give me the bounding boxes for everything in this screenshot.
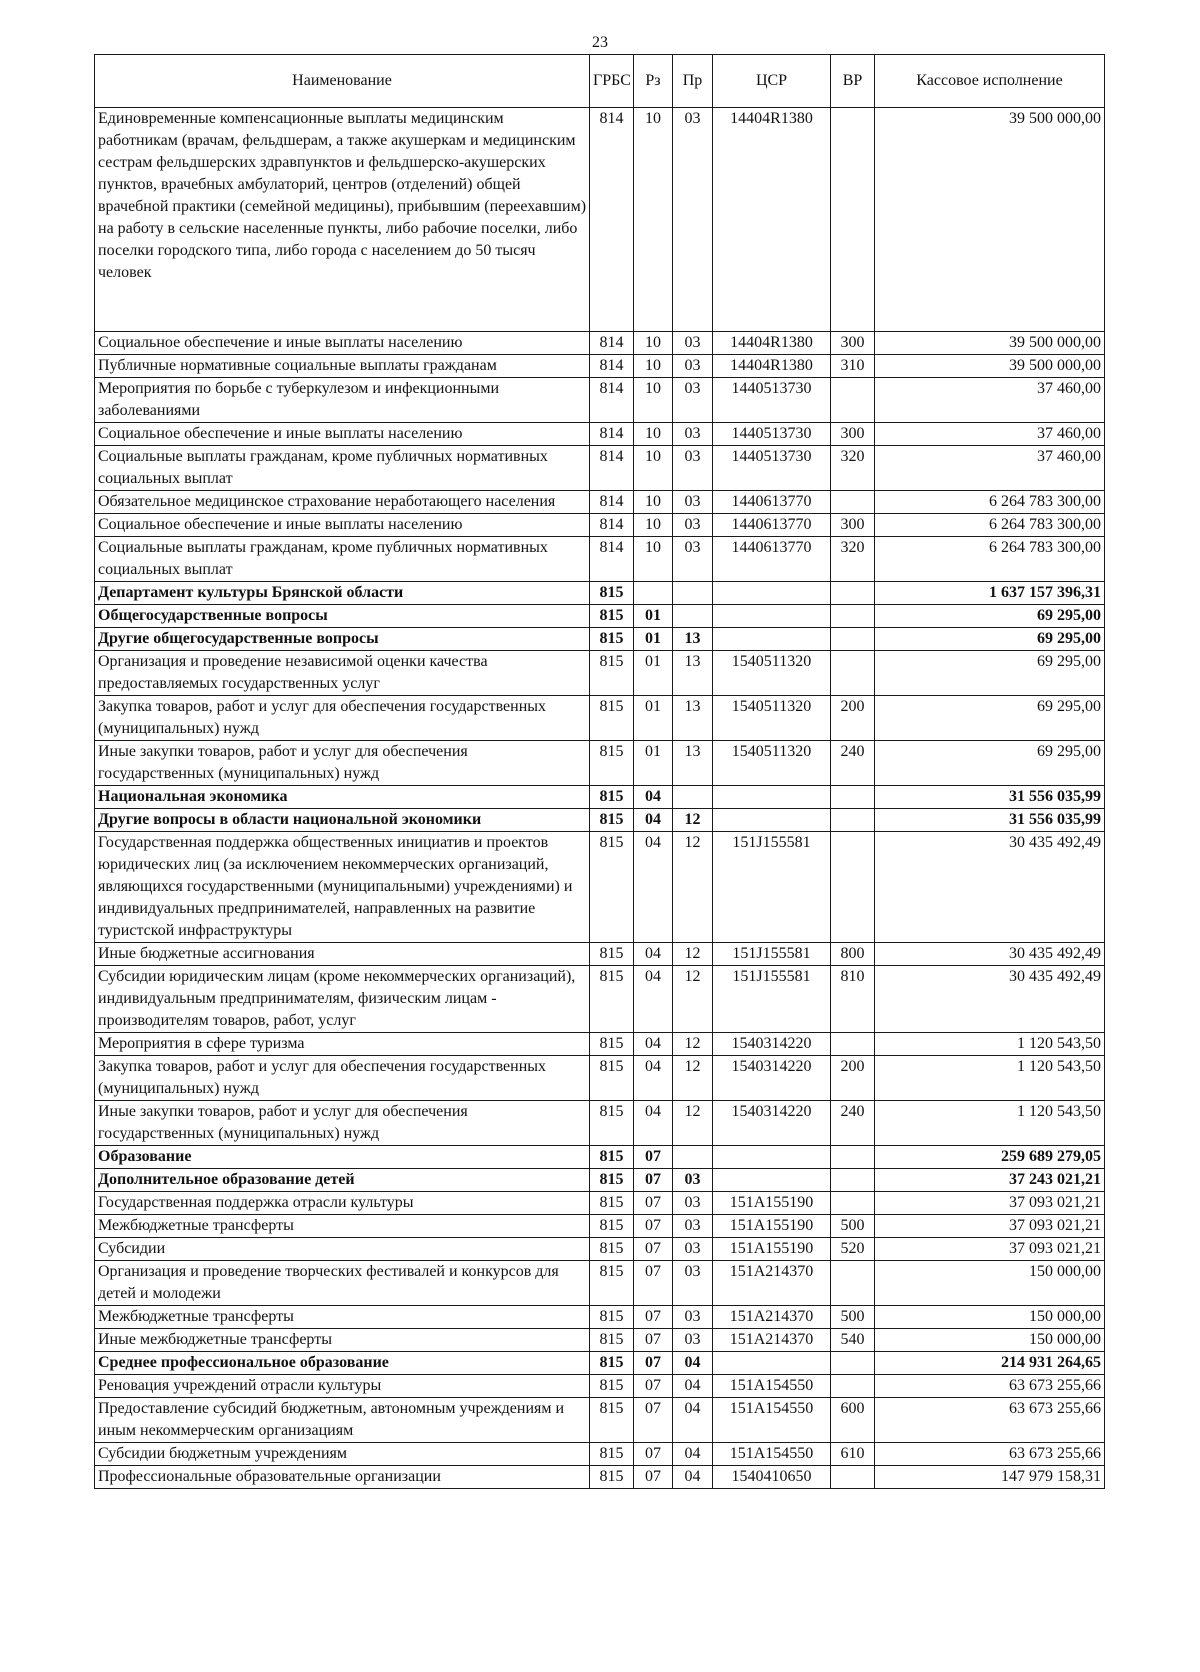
cell-grbs: 815 [590, 628, 634, 651]
cell-grbs: 815 [590, 1215, 634, 1238]
cell-csr: 14404R1380 [713, 355, 831, 378]
cell-grbs: 815 [590, 1238, 634, 1261]
cell-rz: 07 [634, 1443, 673, 1466]
cell-vr: 310 [831, 355, 875, 378]
table-row [95, 1146, 1105, 1169]
cell-pr: 13 [673, 628, 713, 651]
cell-rz: 10 [634, 423, 673, 446]
cell-sum: 69 295,00 [875, 605, 1105, 628]
cell-grbs: 815 [590, 1466, 634, 1489]
table-row [95, 809, 1105, 832]
cell-pr [673, 582, 713, 605]
cell-sum: 30 435 492,49 [875, 943, 1105, 966]
cell-sum: 37 093 021,21 [875, 1215, 1105, 1238]
cell-rz: 01 [634, 651, 673, 696]
cell-name: Среднее профессиональное образование [95, 1352, 590, 1375]
cell-name: Субсидии бюджетным учреждениям [95, 1443, 590, 1466]
cell-grbs: 815 [590, 1056, 634, 1101]
cell-pr [673, 605, 713, 628]
table-row [95, 1033, 1105, 1056]
cell-csr: 151A154550 [713, 1375, 831, 1398]
cell-sum: 63 673 255,66 [875, 1398, 1105, 1443]
cell-pr: 03 [673, 332, 713, 355]
table-row [95, 423, 1105, 446]
table-row [95, 966, 1105, 1033]
cell-grbs: 814 [590, 332, 634, 355]
cell-sum: 147 979 158,31 [875, 1466, 1105, 1489]
table-row [95, 1101, 1105, 1146]
cell-grbs: 814 [590, 537, 634, 582]
cell-name: Социальное обеспечение и иные выплаты населению [95, 332, 590, 355]
cell-sum: 37 093 021,21 [875, 1192, 1105, 1215]
table-row [95, 1306, 1105, 1329]
cell-sum: 1 637 157 396,31 [875, 582, 1105, 605]
cell-grbs: 815 [590, 832, 634, 943]
cell-vr: 540 [831, 1329, 875, 1352]
cell-name: Закупка товаров, работ и услуг для обеспечения государственных (муниципальных) нужд [95, 696, 590, 741]
table-row [95, 1192, 1105, 1215]
cell-rz: 04 [634, 966, 673, 1033]
cell-vr [831, 832, 875, 943]
cell-csr: 151J155581 [713, 832, 831, 943]
cell-pr: 03 [673, 1306, 713, 1329]
cell-pr: 12 [673, 1056, 713, 1101]
cell-name: Социальные выплаты гражданам, кроме публичных нормативных социальных выплат [95, 446, 590, 491]
cell-rz: 07 [634, 1215, 673, 1238]
table-row [95, 491, 1105, 514]
cell-name: Государственная поддержка общественных инициатив и проектов юридических лиц (за исключением некоммерческих организаций, являющихся государственными (муниципальными) учреждениями) и индивидуальных предпринимателей, направленных на развитие туристской инфраструктуры [95, 832, 590, 943]
header-csr: ЦСР [713, 55, 831, 108]
cell-grbs: 815 [590, 582, 634, 605]
cell-pr: 03 [673, 1169, 713, 1192]
cell-csr [713, 582, 831, 605]
cell-rz: 04 [634, 832, 673, 943]
cell-rz: 10 [634, 537, 673, 582]
cell-rz: 10 [634, 332, 673, 355]
cell-vr [831, 1192, 875, 1215]
cell-name: Социальные выплаты гражданам, кроме публичных нормативных социальных выплат [95, 537, 590, 582]
header-name: Наименование [95, 55, 590, 108]
cell-sum: 37 243 021,21 [875, 1169, 1105, 1192]
cell-grbs: 815 [590, 1375, 634, 1398]
cell-sum: 6 264 783 300,00 [875, 491, 1105, 514]
cell-csr [713, 1169, 831, 1192]
cell-grbs: 814 [590, 423, 634, 446]
cell-grbs: 815 [590, 1033, 634, 1056]
cell-sum: 37 460,00 [875, 423, 1105, 446]
cell-grbs: 815 [590, 651, 634, 696]
cell-sum: 63 673 255,66 [875, 1375, 1105, 1398]
cell-pr: 03 [673, 108, 713, 332]
table-row [95, 832, 1105, 943]
cell-pr: 13 [673, 651, 713, 696]
cell-name: Межбюджетные трансферты [95, 1215, 590, 1238]
cell-vr: 520 [831, 1238, 875, 1261]
table-row [95, 1215, 1105, 1238]
cell-rz: 01 [634, 605, 673, 628]
table-row [95, 1056, 1105, 1101]
table-row [95, 537, 1105, 582]
cell-rz: 04 [634, 1056, 673, 1101]
cell-rz: 10 [634, 355, 673, 378]
budget-table [94, 54, 1105, 1489]
cell-pr: 03 [673, 514, 713, 537]
cell-rz: 10 [634, 514, 673, 537]
cell-grbs: 815 [590, 1146, 634, 1169]
cell-csr: 151A155190 [713, 1238, 831, 1261]
cell-pr: 12 [673, 943, 713, 966]
cell-sum: 31 556 035,99 [875, 809, 1105, 832]
cell-name: Публичные нормативные социальные выплаты гражданам [95, 355, 590, 378]
cell-pr: 12 [673, 1101, 713, 1146]
cell-csr: 151A155190 [713, 1215, 831, 1238]
table-row [95, 605, 1105, 628]
cell-rz: 07 [634, 1169, 673, 1192]
cell-rz: 07 [634, 1192, 673, 1215]
cell-sum: 150 000,00 [875, 1306, 1105, 1329]
cell-csr [713, 1352, 831, 1375]
cell-vr: 500 [831, 1215, 875, 1238]
table-row [95, 628, 1105, 651]
cell-name: Межбюджетные трансферты [95, 1306, 590, 1329]
cell-sum: 1 120 543,50 [875, 1033, 1105, 1056]
cell-rz: 10 [634, 108, 673, 332]
cell-name: Закупка товаров, работ и услуг для обеспечения государственных (муниципальных) нужд [95, 1056, 590, 1101]
cell-vr: 300 [831, 423, 875, 446]
cell-vr: 200 [831, 696, 875, 741]
table-row [95, 1238, 1105, 1261]
cell-sum: 150 000,00 [875, 1329, 1105, 1352]
table-row [95, 696, 1105, 741]
cell-grbs: 815 [590, 605, 634, 628]
cell-pr: 03 [673, 491, 713, 514]
cell-name: Другие общегосударственные вопросы [95, 628, 590, 651]
cell-vr [831, 1261, 875, 1306]
table-row [95, 1329, 1105, 1352]
cell-csr: 1440513730 [713, 423, 831, 446]
cell-vr: 810 [831, 966, 875, 1033]
cell-csr [713, 1146, 831, 1169]
cell-rz: 07 [634, 1352, 673, 1375]
table-row [95, 332, 1105, 355]
cell-vr [831, 605, 875, 628]
cell-name: Мероприятия в сфере туризма [95, 1033, 590, 1056]
cell-sum: 6 264 783 300,00 [875, 514, 1105, 537]
cell-grbs: 814 [590, 491, 634, 514]
cell-vr: 500 [831, 1306, 875, 1329]
cell-csr: 151A155190 [713, 1192, 831, 1215]
cell-pr: 12 [673, 809, 713, 832]
cell-name: Иные закупки товаров, работ и услуг для обеспечения государственных (муниципальных) нужд [95, 1101, 590, 1146]
cell-csr: 1440613770 [713, 514, 831, 537]
cell-csr: 1540314220 [713, 1056, 831, 1101]
cell-sum: 31 556 035,99 [875, 786, 1105, 809]
cell-rz: 01 [634, 628, 673, 651]
cell-rz: 07 [634, 1261, 673, 1306]
cell-pr: 03 [673, 1192, 713, 1215]
cell-pr: 04 [673, 1443, 713, 1466]
cell-grbs: 815 [590, 943, 634, 966]
cell-name: Другие вопросы в области национальной экономики [95, 809, 590, 832]
cell-csr: 151J155581 [713, 943, 831, 966]
cell-pr [673, 786, 713, 809]
cell-csr: 151A214370 [713, 1329, 831, 1352]
cell-csr: 151A214370 [713, 1261, 831, 1306]
cell-pr: 13 [673, 696, 713, 741]
cell-pr [673, 1146, 713, 1169]
cell-vr: 200 [831, 1056, 875, 1101]
cell-name: Государственная поддержка отрасли культуры [95, 1192, 590, 1215]
cell-vr: 320 [831, 446, 875, 491]
cell-name: Общегосударственные вопросы [95, 605, 590, 628]
cell-sum: 39 500 000,00 [875, 355, 1105, 378]
cell-pr: 04 [673, 1352, 713, 1375]
cell-sum: 1 120 543,50 [875, 1056, 1105, 1101]
table-row [95, 1443, 1105, 1466]
cell-sum: 37 460,00 [875, 446, 1105, 491]
cell-rz: 10 [634, 491, 673, 514]
cell-csr: 1540511320 [713, 696, 831, 741]
cell-grbs: 815 [590, 1352, 634, 1375]
cell-csr: 1440513730 [713, 378, 831, 423]
cell-csr [713, 628, 831, 651]
cell-grbs: 814 [590, 514, 634, 537]
cell-csr: 1440613770 [713, 491, 831, 514]
cell-sum: 69 295,00 [875, 651, 1105, 696]
table-row [95, 1352, 1105, 1375]
cell-rz: 07 [634, 1375, 673, 1398]
header-rz: Рз [634, 55, 673, 108]
cell-pr: 03 [673, 1261, 713, 1306]
cell-grbs: 815 [590, 966, 634, 1033]
cell-pr: 03 [673, 1215, 713, 1238]
table-row [95, 514, 1105, 537]
cell-csr: 1540314220 [713, 1033, 831, 1056]
table-row [95, 446, 1105, 491]
cell-grbs: 815 [590, 1169, 634, 1192]
cell-csr: 14404R1380 [713, 332, 831, 355]
cell-sum: 69 295,00 [875, 696, 1105, 741]
cell-vr [831, 809, 875, 832]
table-row [95, 651, 1105, 696]
cell-grbs: 814 [590, 108, 634, 332]
header-sum: Кассовое исполнение [875, 55, 1105, 108]
cell-grbs: 815 [590, 1261, 634, 1306]
cell-name: Единовременные компенсационные выплаты медицинским работникам (врачам, фельдшерам, а также акушеркам и медицинским сестрам фельдшерских здравпунктов и фельдшерско-акушерских пунктов, врачебных амбулаторий, центров (отделений) общей врачебной практики (семейной медицины), прибывшим (переехавшим) на работу в сельские населенные пункты, либо рабочие поселки, либо поселки городского типа, либо города с населением до 50 тысяч человек [95, 108, 590, 332]
cell-name: Организация и проведение творческих фестивалей и конкурсов для детей и молодежи [95, 1261, 590, 1306]
table-row [95, 1398, 1105, 1443]
cell-grbs: 815 [590, 696, 634, 741]
cell-rz: 04 [634, 786, 673, 809]
table-row [95, 1261, 1105, 1306]
cell-rz: 01 [634, 741, 673, 786]
cell-rz: 07 [634, 1238, 673, 1261]
cell-vr [831, 1146, 875, 1169]
page-number: 23 [592, 34, 608, 51]
cell-grbs: 815 [590, 1192, 634, 1215]
cell-sum: 30 435 492,49 [875, 966, 1105, 1033]
cell-vr: 800 [831, 943, 875, 966]
cell-pr: 12 [673, 1033, 713, 1056]
cell-rz: 04 [634, 809, 673, 832]
cell-csr: 151A214370 [713, 1306, 831, 1329]
cell-csr: 151A154550 [713, 1398, 831, 1443]
cell-grbs: 815 [590, 1329, 634, 1352]
cell-sum: 39 500 000,00 [875, 332, 1105, 355]
cell-vr [831, 1169, 875, 1192]
table-row [95, 786, 1105, 809]
cell-grbs: 815 [590, 809, 634, 832]
cell-pr: 03 [673, 1329, 713, 1352]
cell-name: Департамент культуры Брянской области [95, 582, 590, 605]
cell-name: Обязательное медицинское страхование неработающего населения [95, 491, 590, 514]
cell-csr: 151A154550 [713, 1443, 831, 1466]
table-body [95, 108, 1105, 1489]
header-vr: ВР [831, 55, 875, 108]
cell-vr [831, 1466, 875, 1489]
cell-name: Предоставление субсидий бюджетным, автономным учреждениям и иным некоммерческим организациям [95, 1398, 590, 1443]
cell-name: Субсидии [95, 1238, 590, 1261]
cell-sum: 150 000,00 [875, 1261, 1105, 1306]
table-row [95, 355, 1105, 378]
cell-pr: 04 [673, 1375, 713, 1398]
cell-grbs: 815 [590, 1443, 634, 1466]
cell-csr: 1440613770 [713, 537, 831, 582]
cell-vr [831, 108, 875, 332]
cell-csr: 1540511320 [713, 741, 831, 786]
cell-rz: 07 [634, 1466, 673, 1489]
cell-vr [831, 786, 875, 809]
cell-rz: 07 [634, 1329, 673, 1352]
cell-vr [831, 628, 875, 651]
cell-sum: 69 295,00 [875, 628, 1105, 651]
header-grbs: ГРБС [590, 55, 634, 108]
cell-rz: 07 [634, 1146, 673, 1169]
cell-pr: 03 [673, 537, 713, 582]
cell-pr: 04 [673, 1466, 713, 1489]
cell-sum: 37 460,00 [875, 378, 1105, 423]
cell-name: Организация и проведение независимой оценки качества предоставляемых государственных услуг [95, 651, 590, 696]
cell-grbs: 815 [590, 1398, 634, 1443]
cell-name: Реновация учреждений отрасли культуры [95, 1375, 590, 1398]
cell-sum: 39 500 000,00 [875, 108, 1105, 332]
cell-csr: 151J155581 [713, 966, 831, 1033]
cell-name: Профессиональные образовательные организации [95, 1466, 590, 1489]
cell-grbs: 815 [590, 786, 634, 809]
cell-name: Образование [95, 1146, 590, 1169]
cell-name: Дополнительное образование детей [95, 1169, 590, 1192]
cell-name: Субсидии юридическим лицам (кроме некоммерческих организаций), индивидуальным предпринимателям, физическим лицам - производителям товаров, работ, услуг [95, 966, 590, 1033]
cell-grbs: 814 [590, 446, 634, 491]
cell-sum: 214 931 264,65 [875, 1352, 1105, 1375]
cell-pr: 03 [673, 423, 713, 446]
cell-vr [831, 378, 875, 423]
cell-sum: 30 435 492,49 [875, 832, 1105, 943]
table-row [95, 108, 1105, 332]
cell-grbs: 815 [590, 1101, 634, 1146]
cell-name: Национальная экономика [95, 786, 590, 809]
cell-pr: 12 [673, 832, 713, 943]
cell-rz: 10 [634, 378, 673, 423]
cell-csr: 1440513730 [713, 446, 831, 491]
cell-vr: 320 [831, 537, 875, 582]
cell-sum: 259 689 279,05 [875, 1146, 1105, 1169]
table-row [95, 1375, 1105, 1398]
table-row [95, 741, 1105, 786]
cell-vr: 600 [831, 1398, 875, 1443]
cell-vr [831, 1375, 875, 1398]
cell-rz: 10 [634, 446, 673, 491]
cell-csr [713, 605, 831, 628]
table-header [95, 55, 1105, 108]
cell-grbs: 814 [590, 378, 634, 423]
cell-csr [713, 809, 831, 832]
cell-name: Иные бюджетные ассигнования [95, 943, 590, 966]
cell-pr: 03 [673, 355, 713, 378]
cell-pr: 03 [673, 446, 713, 491]
cell-grbs: 815 [590, 1306, 634, 1329]
cell-name: Социальное обеспечение и иные выплаты населению [95, 423, 590, 446]
cell-csr [713, 786, 831, 809]
cell-name: Мероприятия по борьбе с туберкулезом и инфекционными заболеваниями [95, 378, 590, 423]
cell-rz [634, 582, 673, 605]
cell-rz: 01 [634, 696, 673, 741]
cell-pr: 03 [673, 1238, 713, 1261]
cell-name: Социальное обеспечение и иные выплаты населению [95, 514, 590, 537]
cell-sum: 1 120 543,50 [875, 1101, 1105, 1146]
cell-pr: 04 [673, 1398, 713, 1443]
table-row [95, 1466, 1105, 1489]
cell-name: Иные межбюджетные трансферты [95, 1329, 590, 1352]
cell-vr: 610 [831, 1443, 875, 1466]
cell-vr [831, 491, 875, 514]
cell-vr [831, 651, 875, 696]
cell-vr: 300 [831, 514, 875, 537]
table-row [95, 943, 1105, 966]
table-row [95, 1169, 1105, 1192]
table-row [95, 582, 1105, 605]
cell-grbs: 815 [590, 741, 634, 786]
cell-rz: 04 [634, 1101, 673, 1146]
cell-csr: 1540410650 [713, 1466, 831, 1489]
cell-vr [831, 1352, 875, 1375]
cell-vr: 300 [831, 332, 875, 355]
cell-name: Иные закупки товаров, работ и услуг для обеспечения государственных (муниципальных) нужд [95, 741, 590, 786]
header-pr: Пр [673, 55, 713, 108]
cell-csr: 14404R1380 [713, 108, 831, 332]
cell-rz: 07 [634, 1398, 673, 1443]
cell-rz: 07 [634, 1306, 673, 1329]
cell-pr: 03 [673, 378, 713, 423]
cell-csr: 1540314220 [713, 1101, 831, 1146]
cell-sum: 6 264 783 300,00 [875, 537, 1105, 582]
cell-vr: 240 [831, 741, 875, 786]
cell-pr: 12 [673, 966, 713, 1033]
cell-rz: 04 [634, 943, 673, 966]
cell-sum: 37 093 021,21 [875, 1238, 1105, 1261]
cell-sum: 63 673 255,66 [875, 1443, 1105, 1466]
cell-vr [831, 1033, 875, 1056]
cell-rz: 04 [634, 1033, 673, 1056]
cell-vr: 240 [831, 1101, 875, 1146]
table-row [95, 378, 1105, 423]
cell-sum: 69 295,00 [875, 741, 1105, 786]
cell-pr: 13 [673, 741, 713, 786]
cell-csr: 1540511320 [713, 651, 831, 696]
cell-vr [831, 582, 875, 605]
cell-grbs: 814 [590, 355, 634, 378]
